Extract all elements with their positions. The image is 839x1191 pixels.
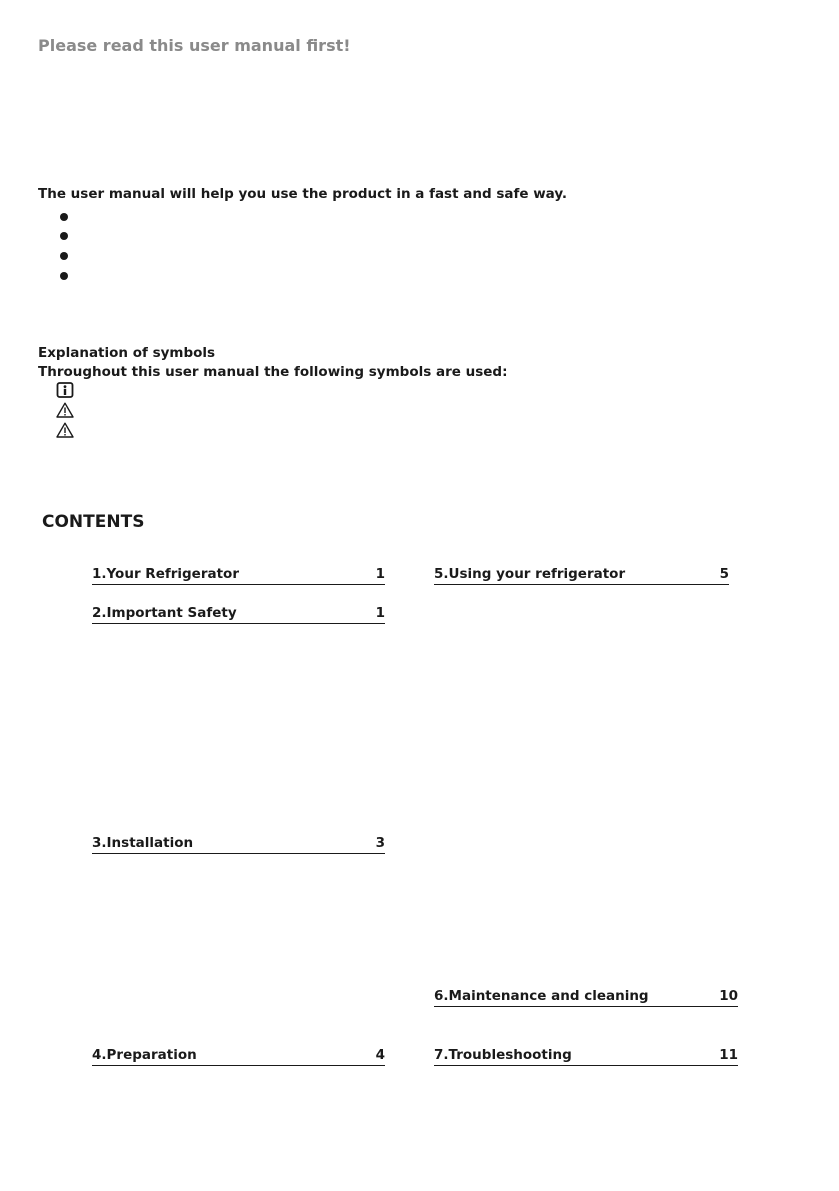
toc-label: 4.Preparation (92, 1047, 197, 1063)
toc-label: 1.Your Refrigerator (92, 566, 239, 582)
symbols-subheading: Throughout this user manual the following symbols are used: (38, 364, 508, 380)
information-icon (56, 382, 74, 398)
toc-label: 5.Using your refrigerator (434, 566, 626, 582)
toc-label: 7.Troubleshooting (434, 1047, 572, 1063)
bullet-point (60, 272, 68, 280)
toc-label: 2.Important Safety (92, 605, 237, 621)
toc-page: 3 (375, 835, 385, 851)
toc-entry-important-safety[interactable] (92, 604, 385, 624)
toc-page: 4 (375, 1047, 385, 1063)
contents-heading: CONTENTS (42, 512, 145, 532)
warning-triangle-icon (56, 422, 74, 438)
intro-text: The user manual will help you use the product in a fast and safe way. (38, 186, 568, 202)
toc-entry-maintenance-and-cleaning[interactable] (434, 987, 738, 1007)
page-title: Please read this user manual first! (38, 36, 351, 55)
bullet-point (60, 252, 68, 260)
bullet-point (60, 232, 68, 240)
toc-page: 1 (375, 605, 385, 621)
warning-triangle-icon (56, 402, 74, 418)
toc-entry-using-your-refrigerator[interactable] (434, 565, 729, 585)
toc-entry-your-refrigerator[interactable] (92, 565, 385, 585)
symbols-heading: Explanation of symbols (38, 345, 216, 361)
bullet-point (60, 213, 68, 221)
toc-label: 6.Maintenance and cleaning (434, 988, 649, 1004)
toc-entry-preparation[interactable] (92, 1046, 385, 1066)
toc-entry-installation[interactable] (92, 834, 385, 854)
toc-page: 5 (719, 566, 729, 582)
toc-label: 3.Installation (92, 835, 194, 851)
toc-page: 1 (375, 566, 385, 582)
toc-page: 10 (719, 988, 738, 1004)
toc-page: 11 (719, 1047, 738, 1063)
toc-entry-troubleshooting[interactable] (434, 1046, 738, 1066)
